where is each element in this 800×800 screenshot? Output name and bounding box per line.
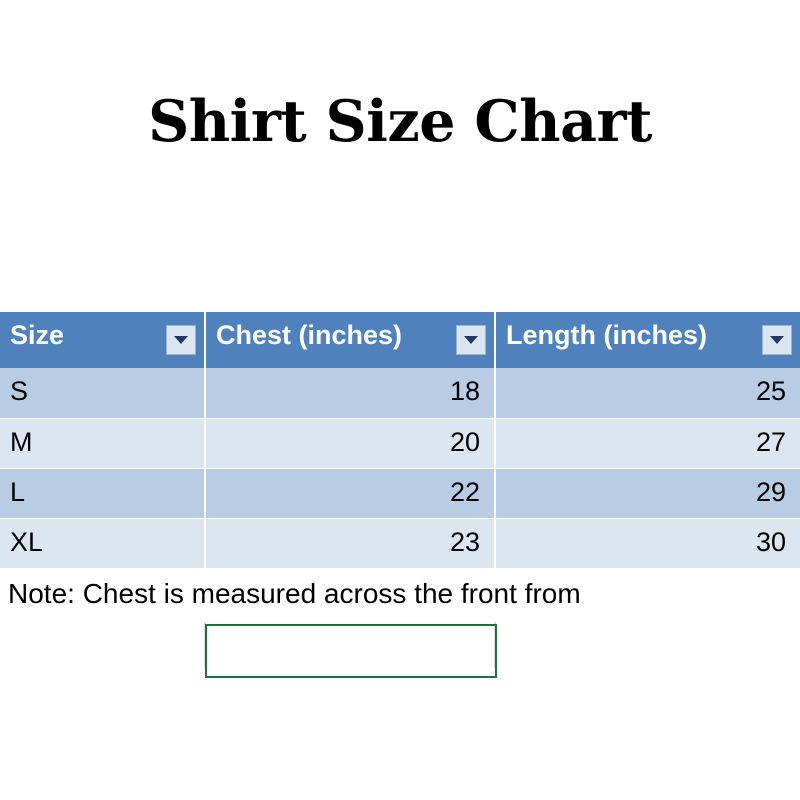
table-row xyxy=(0,518,800,568)
column-header-chest-label: Chest (inches) xyxy=(216,320,403,350)
size-chart-table-container xyxy=(0,312,800,668)
chevron-down-icon xyxy=(174,336,188,344)
table-note-row xyxy=(0,568,800,622)
cell-length[interactable]: 30 xyxy=(495,518,800,568)
column-header-chest[interactable] xyxy=(205,312,495,368)
empty-cell[interactable] xyxy=(205,622,495,668)
table-row xyxy=(0,468,800,518)
filter-dropdown-icon-size[interactable] xyxy=(166,325,196,355)
table-row xyxy=(0,418,800,468)
cell-chest[interactable]: 23 xyxy=(205,518,495,568)
column-header-size[interactable] xyxy=(0,312,205,368)
cell-length[interactable]: 25 xyxy=(495,368,800,418)
cell-chest[interactable]: 20 xyxy=(205,418,495,468)
table-row xyxy=(0,368,800,418)
column-header-length-label: Length (inches) xyxy=(506,320,707,350)
cell-size[interactable]: M xyxy=(0,418,205,468)
filter-dropdown-icon-chest[interactable] xyxy=(456,325,486,355)
chevron-down-icon xyxy=(770,336,784,344)
filter-dropdown-icon-length[interactable] xyxy=(762,325,792,355)
table-header-row xyxy=(0,312,800,368)
empty-cell[interactable] xyxy=(0,622,205,668)
cell-size[interactable]: S xyxy=(0,368,205,418)
page-title: Shirt Size Chart xyxy=(148,88,652,155)
note-text[interactable]: Note: Chest is measured across the front from xyxy=(0,568,800,622)
cell-length[interactable]: 29 xyxy=(495,468,800,518)
column-header-length[interactable] xyxy=(495,312,800,368)
cell-chest[interactable]: 22 xyxy=(205,468,495,518)
column-header-size-label: Size xyxy=(10,320,65,350)
cell-length[interactable]: 27 xyxy=(495,418,800,468)
size-chart-table xyxy=(0,312,800,668)
empty-cell[interactable] xyxy=(495,622,800,668)
cell-size[interactable]: XL xyxy=(0,518,205,568)
cell-size[interactable]: L xyxy=(0,468,205,518)
chevron-down-icon xyxy=(464,336,478,344)
table-empty-row xyxy=(0,622,800,668)
cell-chest[interactable]: 18 xyxy=(205,368,495,418)
